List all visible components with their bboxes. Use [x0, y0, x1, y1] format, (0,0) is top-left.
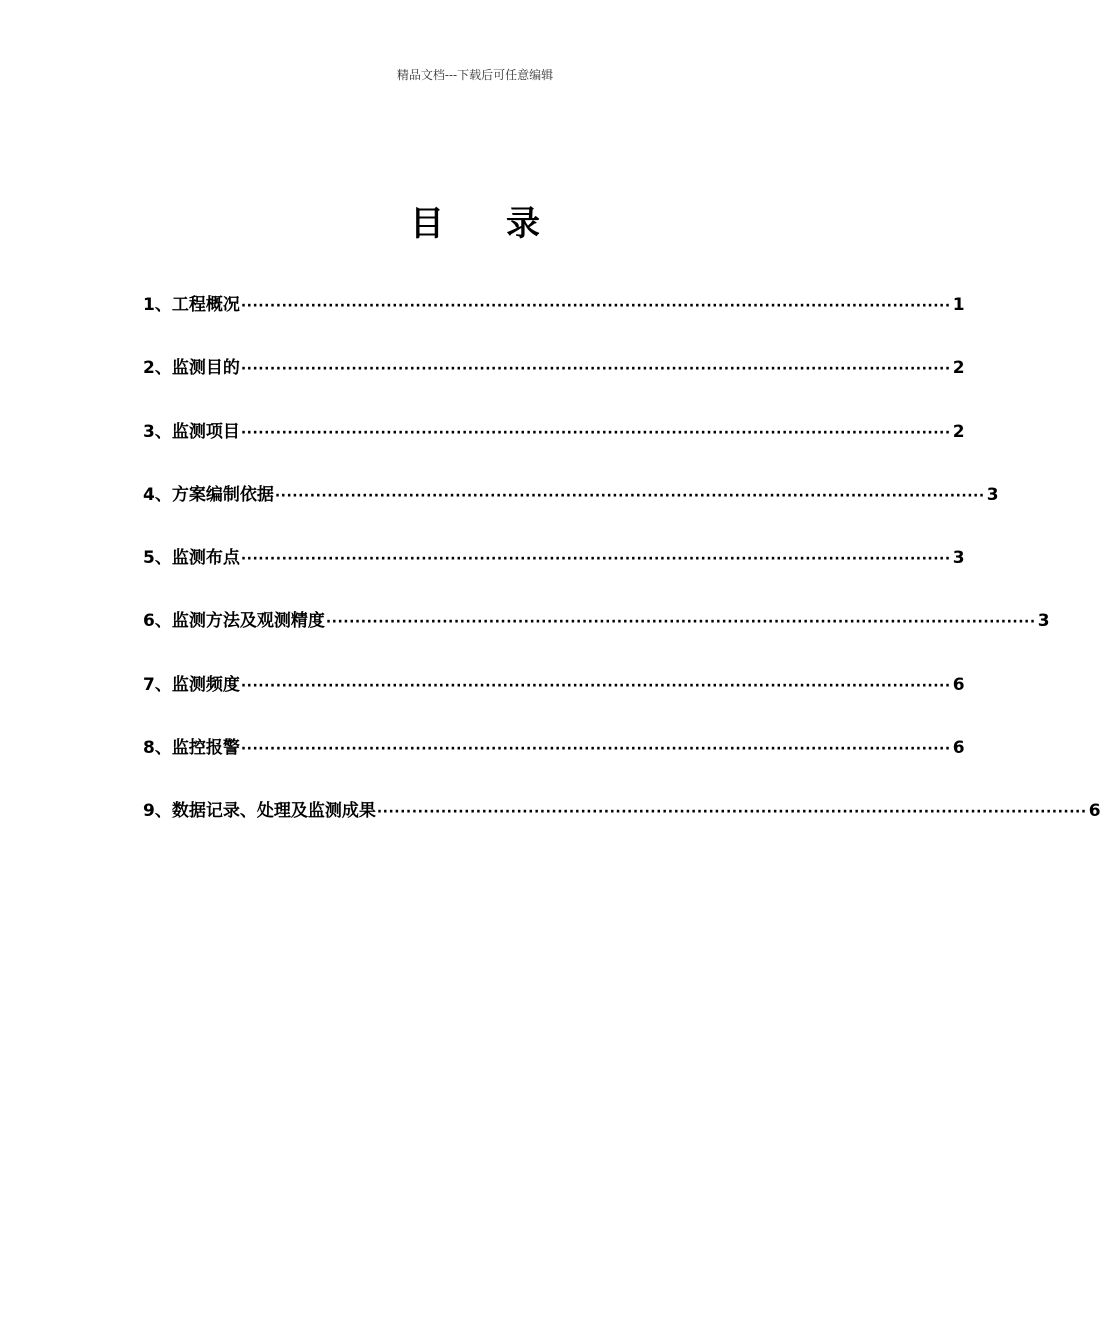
toc-leader-dots: ··························································································································: [376, 804, 1087, 821]
toc-entry-page: 3: [986, 484, 999, 505]
toc-entry[interactable]: [143, 543, 965, 606]
toc-entry-number: 2、: [143, 358, 172, 379]
toc-leader-dots: ··························································································································: [240, 424, 951, 441]
toc-entry-label: 监测方法及观测精度: [171, 611, 325, 632]
toc-entry-number: 1、: [143, 295, 172, 315]
toc-entry-label: 监控报警: [171, 738, 240, 759]
toc-list: [143, 290, 1101, 860]
toc-leader-dots: ··························································································································: [240, 298, 951, 314]
toc-leader-dots: ··························································································································: [325, 614, 1036, 631]
toc-title: [0, 196, 950, 245]
toc-entry-number: 6、: [143, 611, 172, 632]
toc-entry-label: 监测布点: [171, 548, 240, 569]
toc-entry-label: 监测项目: [171, 421, 240, 442]
toc-entry-page: 2: [952, 358, 965, 379]
toc-leader-dots: ··························································································································: [240, 741, 951, 758]
toc-entry[interactable]: [143, 606, 1050, 669]
toc-entry-page: 6: [952, 738, 965, 759]
toc-title-left-char: 目: [410, 204, 444, 244]
toc-entry-number: 7、: [143, 674, 172, 695]
toc-leader-dots: ··························································································································: [274, 487, 985, 504]
toc-entry[interactable]: [143, 733, 965, 796]
toc-entry-label: 方案编制依据: [171, 484, 274, 505]
toc-entry-page: 6: [1088, 801, 1101, 822]
toc-entry[interactable]: [143, 417, 965, 480]
toc-entry-label: 监测频度: [171, 674, 240, 695]
toc-entry-number: 4、: [143, 484, 172, 505]
toc-entry-page: 1: [952, 295, 965, 315]
toc-entry-number: 5、: [143, 548, 172, 569]
toc-entry-page: 3: [1037, 611, 1050, 632]
toc-title-right-char: 录: [506, 204, 540, 244]
toc-entry-number: 3、: [143, 421, 172, 442]
toc-entry[interactable]: [143, 480, 999, 543]
toc-entry-label: 工程概况: [171, 295, 240, 315]
toc-entry-page: 2: [952, 421, 965, 442]
toc-entry-page: 3: [952, 548, 965, 569]
page-header: 精品文档---下载后可任意编辑: [396, 68, 554, 82]
toc-entry[interactable]: [143, 670, 965, 733]
toc-leader-dots: ··························································································································: [240, 677, 951, 694]
toc-leader-dots: ··························································································································: [240, 361, 951, 378]
toc-entry[interactable]: [143, 290, 965, 353]
toc-entry-label: 数据记录、处理及监测成果: [171, 801, 376, 822]
toc-entry-number: 8、: [143, 738, 172, 759]
toc-entry-label: 监测目的: [171, 358, 240, 379]
toc-entry-page: 6: [952, 674, 965, 695]
toc-leader-dots: ··························································································································: [240, 551, 951, 568]
toc-entry[interactable]: [143, 796, 1101, 859]
toc-entry-number: 9、: [143, 801, 172, 822]
toc-entry[interactable]: [143, 353, 965, 416]
